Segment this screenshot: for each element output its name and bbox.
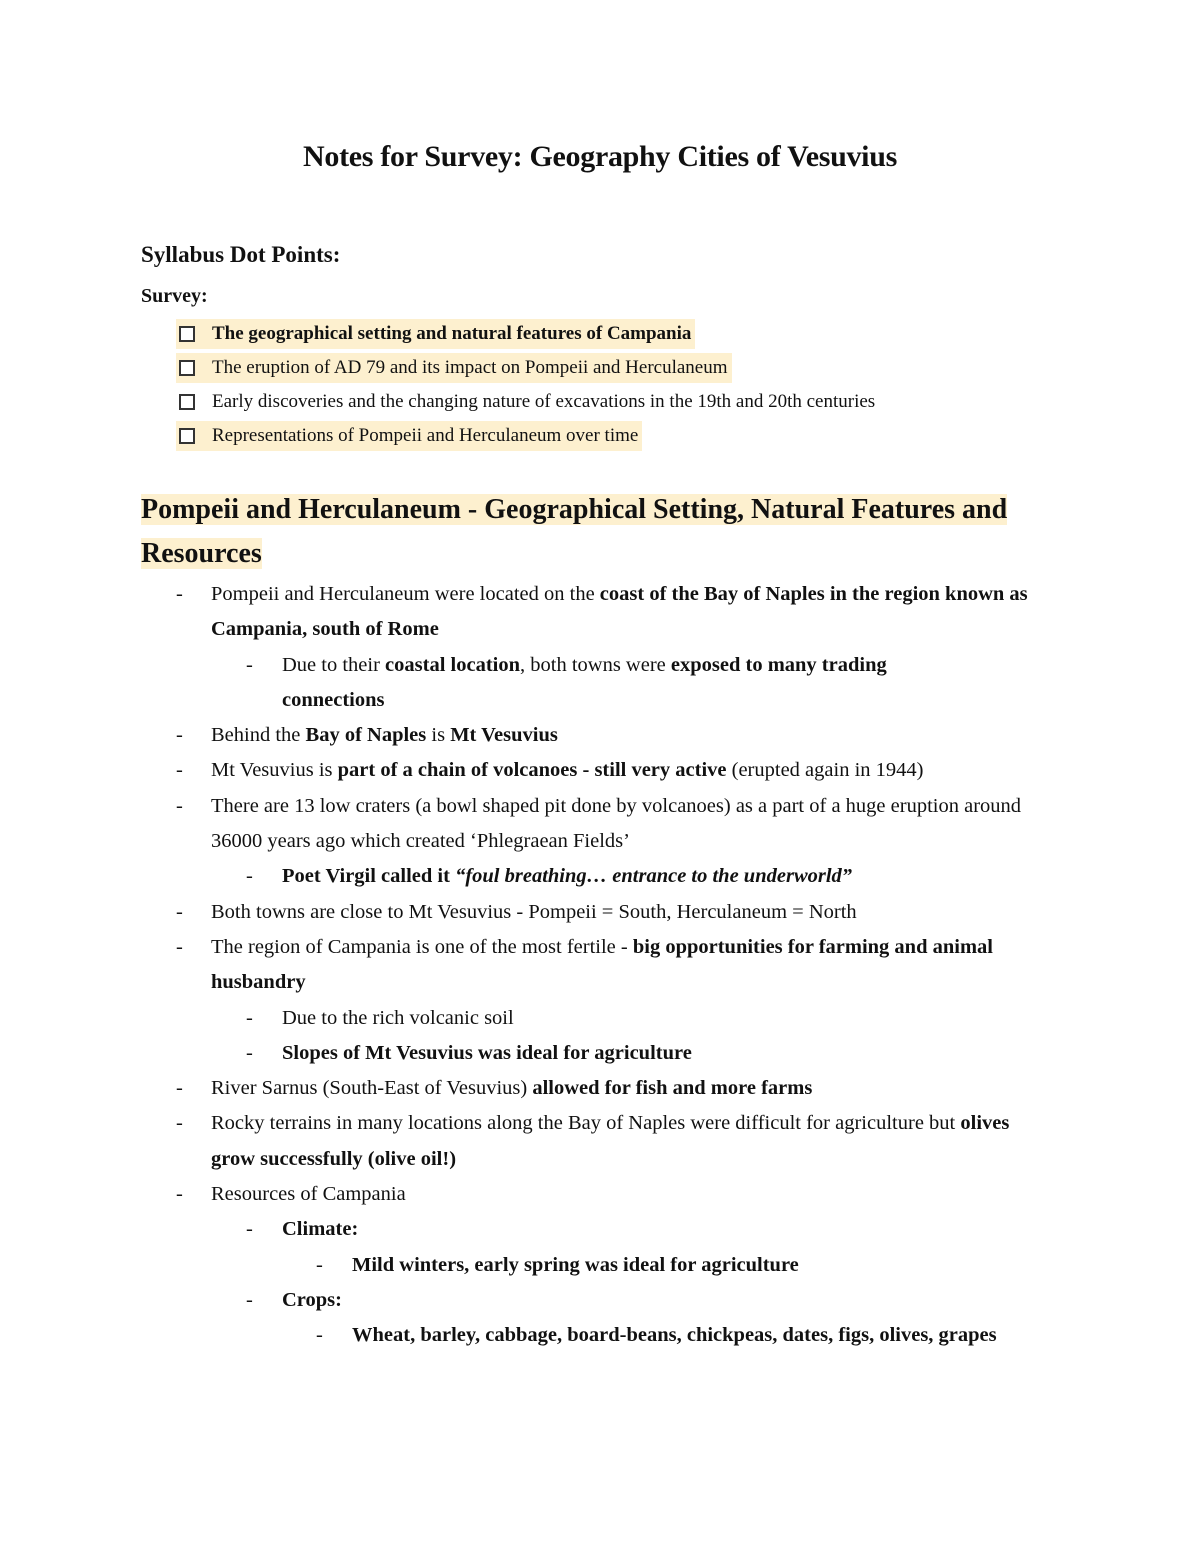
bullet-text-segment: River Sarnus (South-East of Vesuvius) (211, 1077, 533, 1100)
bullet-text-segment: Due to their (282, 653, 386, 676)
checkbox[interactable] (179, 360, 195, 376)
checklist-item-label: The geographical setting and natural features of Campania (212, 323, 692, 344)
bullet-text-segment: The region of Campania is one of the most fertile - (211, 935, 633, 958)
checklist-item-label: Representations of Pompeii and Herculaneum over time (212, 425, 639, 446)
bullet-text-segment: Slopes of Mt Vesuvius was ideal for agriculture (282, 1041, 692, 1064)
bullet-text (282, 1283, 972, 1318)
bullet-item (0, 1106, 1200, 1177)
checklist-item (176, 351, 875, 385)
bullet-dash: - (176, 1077, 183, 1100)
bullet-dash: - (176, 759, 183, 782)
bullet-item (0, 577, 1200, 648)
bullet-text-segment: Both towns are close to Mt Vesuvius - Pompeii = South, Herculaneum = North (211, 900, 857, 923)
checklist-item-body (176, 319, 695, 349)
bullet-dash: - (316, 1324, 323, 1347)
bullet-text-segment: (erupted again in 1944) (726, 759, 924, 782)
bullet-text (282, 1036, 972, 1071)
bullet-text-segment: Poet Virgil called it (282, 865, 456, 888)
bullet-text (211, 930, 1031, 1001)
bullet-text-segment: Bay of Naples (305, 724, 427, 747)
bullet-text-segment: olives grow successfully (olive oil!) (211, 1112, 1010, 1170)
bullet-item (0, 789, 1200, 860)
bullet-text-segment: allowed for fish and more farms (532, 1077, 813, 1100)
bullet-item (0, 895, 1200, 930)
bullet-text-segment: big opportunities for farming and animal husbandry (211, 935, 993, 994)
syllabus-heading: Syllabus Dot Points: (141, 242, 341, 267)
bullet-item (0, 1071, 1200, 1106)
bullet-item (0, 1036, 1200, 1071)
bullet-dash: - (246, 1041, 253, 1064)
bullet-text-segment: Due to the rich volcanic soil (282, 1006, 514, 1029)
bullet-text-segment: Mt Vesuvius (450, 724, 558, 747)
bullet-dash: - (176, 1112, 183, 1135)
bullet-text (211, 718, 1031, 753)
bullet-item (0, 859, 1200, 894)
bullet-text (282, 1212, 972, 1247)
bullet-item (0, 1177, 1200, 1212)
bullet-dash: - (246, 1288, 253, 1311)
bullet-item (0, 648, 1200, 719)
bullet-text (211, 1071, 1031, 1106)
bullet-text-segment: part of a chain of volcanoes - still very active (337, 759, 727, 782)
bullet-dash: - (246, 865, 253, 888)
bullet-text (352, 1248, 1012, 1283)
bullet-item (0, 1001, 1200, 1036)
bullet-dash: - (176, 583, 183, 605)
bullet-dash: - (176, 1183, 183, 1206)
bullet-text (352, 1318, 1012, 1353)
checkbox[interactable] (179, 394, 195, 410)
bullet-text-segment: , both towns were (520, 653, 671, 676)
bullet-text (211, 1106, 1031, 1177)
bullet-dash: - (246, 1006, 253, 1029)
bullet-text (282, 1001, 972, 1036)
bullet-dash: - (176, 794, 183, 817)
checklist-item-body (176, 353, 732, 383)
checklist-item (176, 385, 875, 419)
bullet-text (211, 753, 1031, 788)
checklist-item-body (176, 421, 642, 451)
bullet-text-segment: Climate: (282, 1218, 359, 1241)
bullet-text (211, 789, 1031, 860)
bullet-text (282, 859, 972, 894)
bullet-text-segment: Behind the (211, 724, 306, 747)
page-title: Notes for Survey: Geography Cities of Vesuvius (303, 140, 897, 173)
bullet-dash: - (176, 724, 183, 747)
bullet-text-segment: Mt Vesuvius is (211, 759, 338, 782)
bullet-text-segment: coastal location (385, 653, 520, 676)
bullet-text-segment: Mild winters, early spring was ideal for agriculture (352, 1253, 799, 1276)
bullet-item (0, 718, 1200, 753)
bullet-text (211, 895, 1031, 930)
section-heading-text: Pompeii and Herculaneum - Geographical Setting, Natural Features and Resources (141, 494, 1008, 569)
bullet-item (0, 1248, 1200, 1283)
checklist-item (176, 317, 875, 351)
bullet-dash: - (176, 935, 183, 958)
survey-label: Survey: (141, 285, 208, 307)
checkbox[interactable] (179, 326, 195, 342)
bullet-text-segment: There are 13 low craters (a bowl shaped pit done by volcanoes) as a part of a huge eruption around 36000 years ago which created ‘Phlegraean Fields’ (211, 794, 1022, 853)
bullet-item (0, 930, 1200, 1001)
bullet-text (211, 577, 1031, 648)
bullet-list (0, 577, 1200, 1354)
checklist-item-label: The eruption of AD 79 and its impact on Pompeii and Herculaneum (212, 357, 728, 378)
checklist-item-body (176, 387, 875, 417)
bullet-text-segment: Crops: (282, 1288, 342, 1311)
bullet-item (0, 753, 1200, 788)
bullet-text (282, 648, 972, 719)
section-heading (141, 488, 1031, 576)
syllabus-checklist (176, 317, 875, 453)
bullet-text-segment: Pompeii and Herculaneum were located on the (211, 583, 600, 605)
bullet-dash: - (176, 900, 183, 923)
checklist-item (176, 419, 875, 453)
bullet-item (0, 1212, 1200, 1247)
bullet-text-segment: Resources of Campania (211, 1183, 406, 1206)
checklist-item-label: Early discoveries and the changing nature of excavations in the 19th and 20th centuries (212, 391, 876, 412)
bullet-text-segment: Wheat, barley, cabbage, board-beans, chickpeas, dates, figs, olives, grapes (352, 1324, 997, 1347)
bullet-item (0, 1283, 1200, 1318)
bullet-text-segment: is (426, 724, 451, 747)
bullet-dash: - (246, 653, 253, 676)
bullet-text-segment: Rocky terrains in many locations along the Bay of Naples were difficult for agriculture but (211, 1112, 961, 1135)
bullet-text-segment: “foul breathing… entrance to the underworld” (455, 865, 853, 888)
bullet-dash: - (246, 1218, 253, 1241)
bullet-text-segment: coast of the Bay of Naples in the region known as Campania, south of Rome (211, 583, 1028, 641)
bullet-dash: - (316, 1253, 323, 1276)
bullet-item (0, 1318, 1200, 1353)
checkbox[interactable] (179, 428, 195, 444)
bullet-text-segment: exposed to many trading connections (282, 653, 887, 711)
bullet-text (211, 1177, 1031, 1212)
